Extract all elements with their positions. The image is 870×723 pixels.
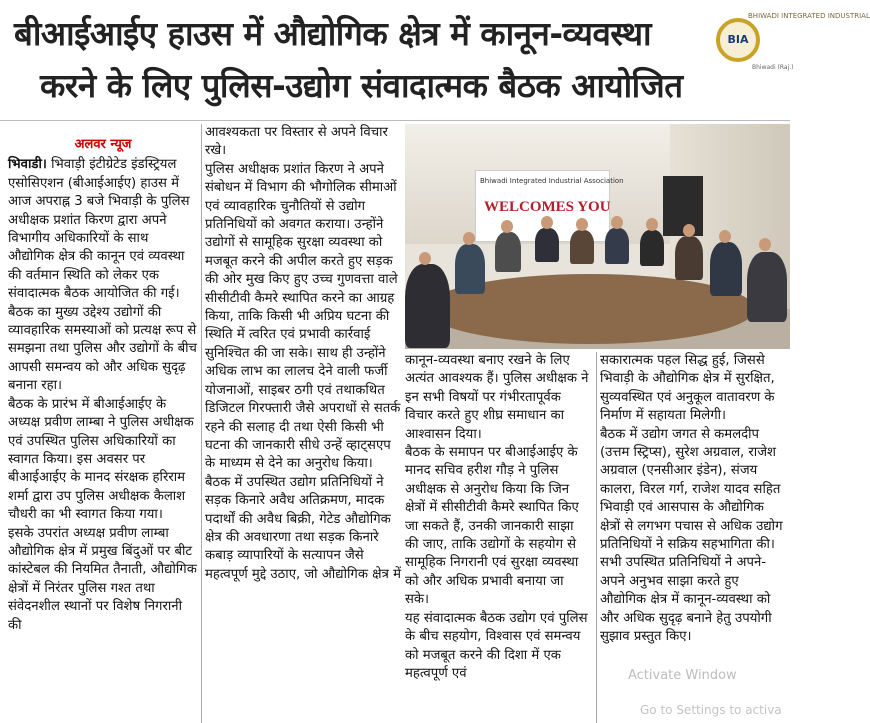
attendee-figure [605, 228, 629, 264]
paragraph-text: भिवाड़ी इंटीग्रेटेड इंडस्ट्रियल एसोसिएशन (बीआईआईए) हाउस में आज अपराह्न 3 बजे भिवाड़ी के पुलिस अधीक्षक प्रशांत किरण द्वारा अपने विभागीय अधिकारियों के साथ औद्योगिक क्षेत्र की कानून एवं व्यवस्था की वर्तमान स्थिति को लेकर एक संवादात्मक बैठक आयोजित की गई। बैठक का मुख्य उद्देश्य उद्योगों की व्यावहारिक समस्याओं को प्रत्यक्ष रूप से समझना तथा पुलिस और उद्योगों के बीच आपसी समन्वय को और अधिक सुदृढ़ बनाना रहा। [8, 157, 197, 394]
attendee-figure [675, 236, 703, 280]
attendee-head [463, 232, 475, 245]
logo-text: BIA [727, 33, 749, 46]
column-divider [596, 352, 597, 723]
paragraph: सकारात्मक पहल सिद्ध हुई, जिससे भिवाड़ी के औद्योगिक क्षेत्र में सुरक्षित, सुव्यवस्थित एवं अनुकूल वातावरण के निर्माण में सहायता मिलेगी। [600, 353, 775, 424]
banner-org-name: Bhiwadi Integrated Industrial Association [480, 177, 624, 185]
article-column-3 [405, 352, 591, 723]
article-column-1 [8, 136, 198, 723]
headline-line-1: बीआईआईए हाउस में औद्योगिक क्षेत्र में कानून-व्यवस्था [14, 14, 652, 53]
paragraph: बैठक के समापन पर बीआईआईए के मानद सचिव हरीश गौड़ ने पुलिस अधीक्षक से अनुरोध किया कि जिन क्षेत्रों में सीसीटीवी कैमरे स्थापित किए जा सकते हैं, उनकी जानकारी साझा की जाए, ताकि उद्योगों के सहयोग से सामूहिक निगरानी एवं सुरक्षा व्यवस्था को और अधिक प्रभावी बनाया जा सके। [405, 445, 579, 608]
attendee-figure [570, 230, 594, 264]
attendee-head [646, 218, 658, 231]
attendee-figure [747, 252, 787, 322]
attendee-head [719, 230, 731, 243]
article-column-2 [205, 124, 401, 723]
attendee-head [759, 238, 771, 251]
activation-watermark: Activate Window [628, 668, 737, 683]
logo-subtext: Bhiwadi (Raj.) [752, 64, 794, 71]
paragraph: यह संवादात्मक बैठक उद्योग एवं पुलिस के बीच सहयोग, विश्वास एवं समन्वय को मजबूत करने की दिशा में एक महत्वपूर्ण एवं [405, 610, 588, 681]
attendee-head [501, 220, 513, 233]
paragraph: पुलिस अधीक्षक प्रशांत किरण ने अपने संबोधन में विभाग की भौगोलिक सीमाओं एवं व्यावहारिक चुनौतियों से उद्योग प्रतिनिधियों को अवगत कराया। उन्होंने उद्योगों से सामूहिक सुरक्षा व्यवस्था को मजबूत करने की अपील करते हुए सड़क की ओर मुख किए हुए उच्च गुणवत्ता वाले सीसीटीवी कैमरे स्थापित करने का आग्रह किया, ताकि किसी भी अप्रिय घटना की स्थिति में त्वरित एवं प्रभावी कार्रवाई सुनिश्चित की जा सके। साथ ही उन्होंने अधिक लाभ का लालच देने वाली फर्जी योजनाओं, साइबर ठगी एवं तथाकथित डिजिटल गिरफ्तारी जैसे अपराधों से सतर्क रहने की सलाह दी तथा ऐसी किसी भी घटना की जानकारी सीधे उन्हें व्हाट्सएप के माध्यम से देने का अनुरोध किया। [205, 161, 401, 472]
attendee-head [576, 218, 588, 231]
meeting-photo [405, 124, 790, 348]
attendee-head [419, 252, 431, 265]
headline-divider [0, 120, 790, 121]
attendee-head [611, 216, 623, 229]
byline: अलवर न्यूज [74, 137, 132, 152]
attendee-figure [535, 228, 559, 262]
attendee-figure [495, 232, 521, 272]
headline-line-2: करने के लिए पुलिस-उद्योग संवादात्मक बैठक आयोजित [40, 66, 683, 105]
logo-arc-text: BHIWADI INTEGRATED INDUSTRIAL [748, 12, 870, 20]
attendee-figure [455, 244, 485, 294]
activation-watermark-sub: Go to Settings to activa [640, 703, 782, 717]
paragraph: बैठक में उद्योग जगत से कमलदीप (उत्तम स्ट्रिप्स), सुरेश अग्रवाल, राजेश अग्रवाल (एनसीआर इंडेन), संजय कालरा, विरल गर्ग, राजेश यादव सहित भिवाड़ी एवं आसपास के औद्योगिक क्षेत्रों से लगभग पचास से अधिक उद्योग प्रतिनिधियों ने सक्रिय सहभागिता की। सभी उपस्थित प्रतिनिधियों ने अपने-अपने अनुभव साझा करते हुए औद्योगिक क्षेत्र में कानून-व्यवस्था को और अधिक सुदृढ़ बनाने हेतु उपयोगी सुझाव प्रस्तुत किए। [600, 426, 783, 645]
paragraph: बैठक में उपस्थित उद्योग प्रतिनिधियों ने सड़क किनारे अवैध अतिक्रमण, मादक पदार्थों की अवैध बिक्री, गेटेड औद्योगिक क्षेत्र की अवधारणा तथा सड़क किनारे कबाड़ व्यापारियों के सत्यापन जैसे महत्वपूर्ण मुद्दे उठाए, जो औद्योगिक क्षेत्र में [205, 474, 401, 582]
attendee-head [683, 224, 695, 237]
paragraph: कानून-व्यवस्था बनाए रखने के लिए अत्यंत आवश्यक हैं। पुलिस अधीक्षक ने इन सभी विषयों पर गंभीरतापूर्वक विचार करते हुए शीघ्र समाधान का आश्वासन दिया। [405, 353, 589, 442]
attendee-figure [710, 242, 742, 296]
paragraph: इसके उपरांत अध्यक्ष प्रवीण लाम्बा औद्योगिक क्षेत्र में प्रमुख बिंदुओं पर बीट कांस्टेबल की नियमित तैनाती, औद्योगिक क्षेत्रों में निरंतर पुलिस गश्त तथा संवेदनशील स्थानों पर विशेष निगरानी की [8, 525, 197, 633]
paragraph [8, 156, 198, 395]
dateline: भिवाडी। [8, 157, 47, 173]
attendee-head [541, 216, 553, 229]
attendee-figure [640, 230, 664, 266]
banner-welcome: WELCOMES YOU [484, 199, 611, 215]
association-logo [708, 6, 870, 72]
attendee-figure [405, 264, 450, 348]
logo-ring-icon [716, 18, 760, 62]
paragraph: आवश्यकता पर विस्तार से अपने विचार रखे। [205, 125, 388, 159]
column-divider [201, 124, 202, 723]
paragraph: बैठक के प्रारंभ में बीआईआईए के अध्यक्ष प्रवीण लाम्बा ने पुलिस अधीक्षक एवं उपस्थित पुलिस अधिकारियों का स्वागत किया। इस अवसर पर बीआईआईए के मानद संरक्षक हरिराम शर्मा द्वारा उप पुलिस अधीक्षक कैलाश चौधरी का भी स्वागत किया गया। [8, 396, 194, 523]
